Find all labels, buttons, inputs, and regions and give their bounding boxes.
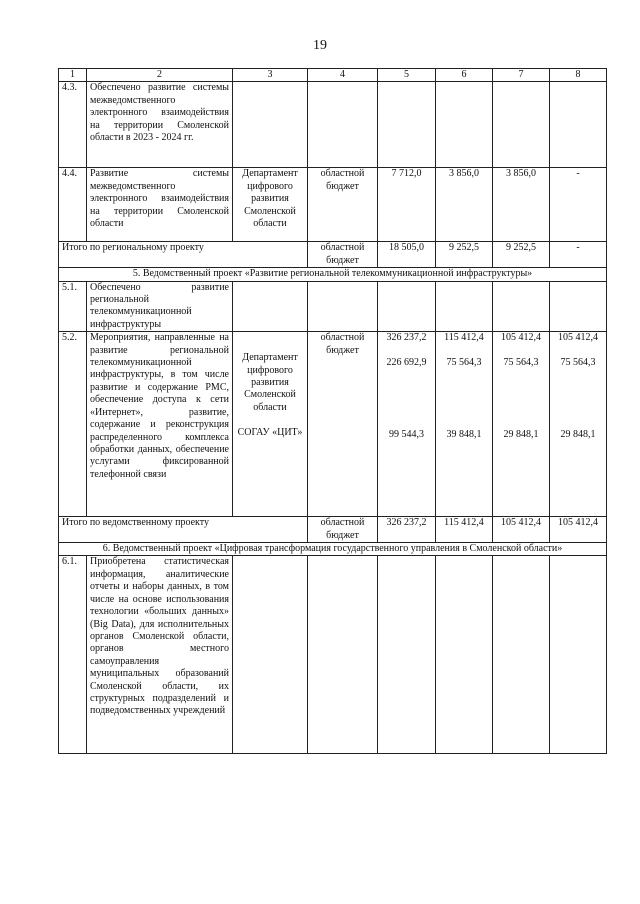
header-col-7: 7 [493,69,550,82]
total-regional-value-6: 9 252,5 [436,242,493,268]
total-departmental-value-8: 105 412,4 [550,517,607,543]
table-row [59,168,607,242]
header-col-1: 1 [59,69,87,82]
value-total: 105 412,4 [501,332,541,344]
row-number: 5.2. [59,332,87,517]
total-regional-row [59,242,607,268]
section-6-row [59,543,607,556]
value-total: 105 412,4 [558,332,598,344]
row-value-5 [378,332,436,517]
row-value-6: 3 856,0 [436,168,493,242]
total-regional-value-7: 9 252,5 [493,242,550,268]
row-executor [233,82,308,168]
row-funding-source: областной бюджет [308,332,378,517]
row-funding-source: областной бюджет [308,168,378,242]
table-row [59,82,607,168]
table-row [59,556,607,754]
header-row [59,69,607,82]
row-description: Обеспечено развитие региональной телекоммуникационной инфраструктуры [87,281,233,332]
row-funding-source [308,82,378,168]
header-col-3: 3 [233,69,308,82]
page-number: 19 [313,38,327,53]
section-5-row [59,268,607,281]
value-department: 75 564,3 [446,356,482,368]
budget-table [58,68,607,754]
row-value-8 [550,82,607,168]
row-value-7 [493,332,550,517]
row-executors [233,332,308,517]
row-description: Мероприятия, направленные на развитие региональной телекоммуникационной инфраструктуры, в том числе развитие и содержание РМС, обеспечение доступа к сети «Интернет», развитие, содержание и реконструкция распределенного комплекса обработки данных, обеспечение услугами фиксированной телефонной связи [87,332,233,517]
value-department: 75 564,3 [560,356,596,368]
header-col-2: 2 [87,69,233,82]
total-departmental-value-6: 115 412,4 [436,517,493,543]
row-number: 4.3. [59,82,87,168]
value-department: 226 692,9 [386,356,427,368]
row-value-7 [493,82,550,168]
row-value-6 [436,332,493,517]
row-description: Развитие системы межведомственного электронного взаимодействия на территории Смоленской области [87,168,233,242]
header-col-6: 6 [436,69,493,82]
value-cit: 39 848,1 [446,429,482,441]
header-col-4: 4 [308,69,378,82]
value-total: 326 237,2 [386,332,427,344]
row-value-8 [550,332,607,517]
row-value-8: - [550,168,607,242]
row-number: 5.1. [59,281,87,332]
value-department: 75 564,3 [503,356,539,368]
header-col-5: 5 [378,69,436,82]
total-regional-value-5: 18 505,0 [378,242,436,268]
value-cit: 29 848,1 [560,429,596,441]
row-value-6 [436,82,493,168]
row-number: 4.4. [59,168,87,242]
executor-department: Департамент цифрового развития Смоленской области [242,352,298,413]
total-departmental-value-7: 105 412,4 [493,517,550,543]
total-regional-label: Итого по региональному проекту [59,242,308,268]
row-description: Обеспечено развитие системы межведомственного электронного взаимодействия на территории Смоленской области в 2023 - 2024 гг. [87,82,233,168]
total-departmental-value-5: 326 237,2 [378,517,436,543]
executor-cit: СОГАУ «ЦИТ» [237,427,303,439]
total-departmental-row [59,517,607,543]
table-row [59,281,607,332]
section-6-title: 6. Ведомственный проект «Цифровая трансформация государственного управления в Смоленской области» [59,543,607,556]
total-departmental-label: Итого по ведомственному проекту [59,517,308,543]
table-row [59,332,607,517]
row-value-5: 7 712,0 [378,168,436,242]
value-cit: 99 544,3 [389,429,424,441]
row-value-5 [378,82,436,168]
total-regional-source: областной бюджет [308,242,378,268]
section-5-title: 5. Ведомственный проект «Развитие региональной телекоммуникационной инфраструктуры» [59,268,607,281]
row-executor: Департамент цифрового развития Смоленской области [233,168,308,242]
row-number: 6.1. [59,556,87,754]
row-value-7: 3 856,0 [493,168,550,242]
value-cit: 29 848,1 [503,429,539,441]
value-total: 115 412,4 [444,332,484,344]
total-regional-value-8: - [550,242,607,268]
total-departmental-source: областной бюджет [308,517,378,543]
row-description: Приобретена статистическая информация, аналитические отчеты и наборы данных, в том числе на основе использования технологии «больших данных» (Big Data), для исполнительных органов Смоленской области, органов местного самоуправления муниципальных образований Смоленской области, их структурных подразделений и подведомственных учреждений [87,556,233,754]
header-col-8: 8 [550,69,607,82]
